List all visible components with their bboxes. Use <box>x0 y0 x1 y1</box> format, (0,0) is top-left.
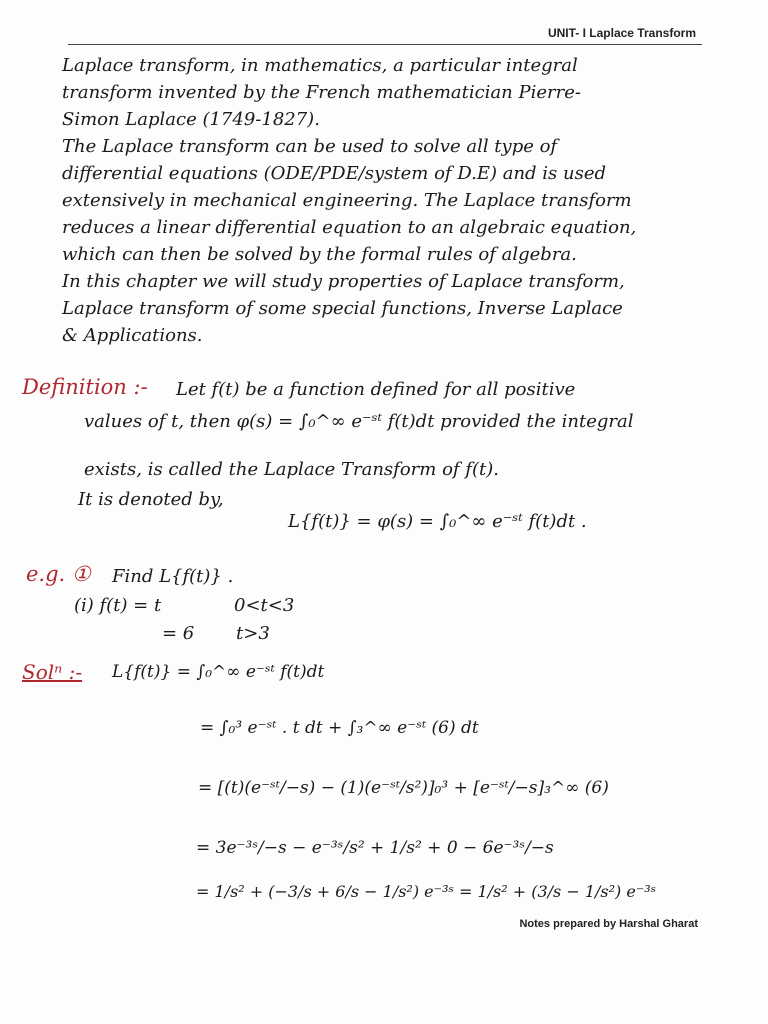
page-header: UNIT- I Laplace Transform <box>547 26 696 40</box>
solution-step-2: = ∫₀³ e⁻ˢᵗ . t dt + ∫₃^∞ e⁻ˢᵗ (6) dt <box>200 718 479 738</box>
intro-line: differential equations (ODE/PDE/system of D.E) and is used <box>62 163 606 184</box>
intro-paragraph <box>62 52 752 349</box>
piecewise-case-2-range: t>3 <box>236 623 270 644</box>
definition-line-3: exists, is called the Laplace Transform of f(t). <box>84 459 499 480</box>
intro-line: Simon Laplace (1749-1827). <box>62 109 320 130</box>
intro-line: transform invented by the French mathematician Pierre- <box>62 82 581 103</box>
solution-step-4: = 3e⁻³ˢ/−s − e⁻³ˢ/s² + 1/s² + 0 − 6e⁻³ˢ/−s <box>196 838 554 858</box>
page-footer: Notes prepared by Harshal Gharat <box>519 918 698 930</box>
example-title: Find L{f(t)} . <box>112 566 234 587</box>
piecewise-case-2-function: = 6 <box>162 623 195 644</box>
intro-line: reduces a linear differential equation to an algebraic equation, <box>62 217 637 238</box>
intro-line: which can then be solved by the formal rules of algebra. <box>62 244 577 265</box>
laplace-definition-formula: L{f(t)} = φ(s) = ∫₀^∞ e⁻ˢᵗ f(t)dt . <box>288 511 587 532</box>
intro-line: Laplace transform of some special functions, Inverse Laplace <box>62 298 623 319</box>
intro-line: In this chapter we will study properties of Laplace transform, <box>62 271 625 292</box>
definition-line-4: It is denoted by, <box>78 489 224 510</box>
definition-line-2: values of t, then φ(s) = ∫₀^∞ e⁻ˢᵗ f(t)dt provided the integral <box>84 411 634 432</box>
intro-line: extensively in mechanical engineering. The Laplace transform <box>62 190 632 211</box>
intro-line: & Applications. <box>62 325 203 346</box>
example-label: e.g. ① <box>26 562 91 586</box>
header-rule <box>68 44 702 45</box>
solution-step-1: L{f(t)} = ∫₀^∞ e⁻ˢᵗ f(t)dt <box>112 662 325 682</box>
intro-line: The Laplace transform can be used to solve all type of <box>62 136 558 157</box>
solution-step-3: = [(t)(e⁻ˢᵗ/−s) − (1)(e⁻ˢᵗ/s²)]₀³ + [e⁻ˢᵗ/−s]₃^∞ (6) <box>198 778 609 798</box>
solution-step-5: = 1/s² + (−3/s + 6/s − 1/s²) e⁻³ˢ = 1/s² + (3/s − 1/s²) e⁻³ˢ <box>196 882 657 901</box>
piecewise-case-1-range: 0<t<3 <box>234 595 295 616</box>
definition-label: Definition :- <box>22 375 148 399</box>
solution-label: Solⁿ :- <box>22 660 83 684</box>
intro-line: Laplace transform, in mathematics, a particular integral <box>62 55 578 76</box>
piecewise-case-1-function: (i) f(t) = t <box>74 595 162 616</box>
definition-line-1: Let f(t) be a function defined for all positive <box>176 379 576 400</box>
